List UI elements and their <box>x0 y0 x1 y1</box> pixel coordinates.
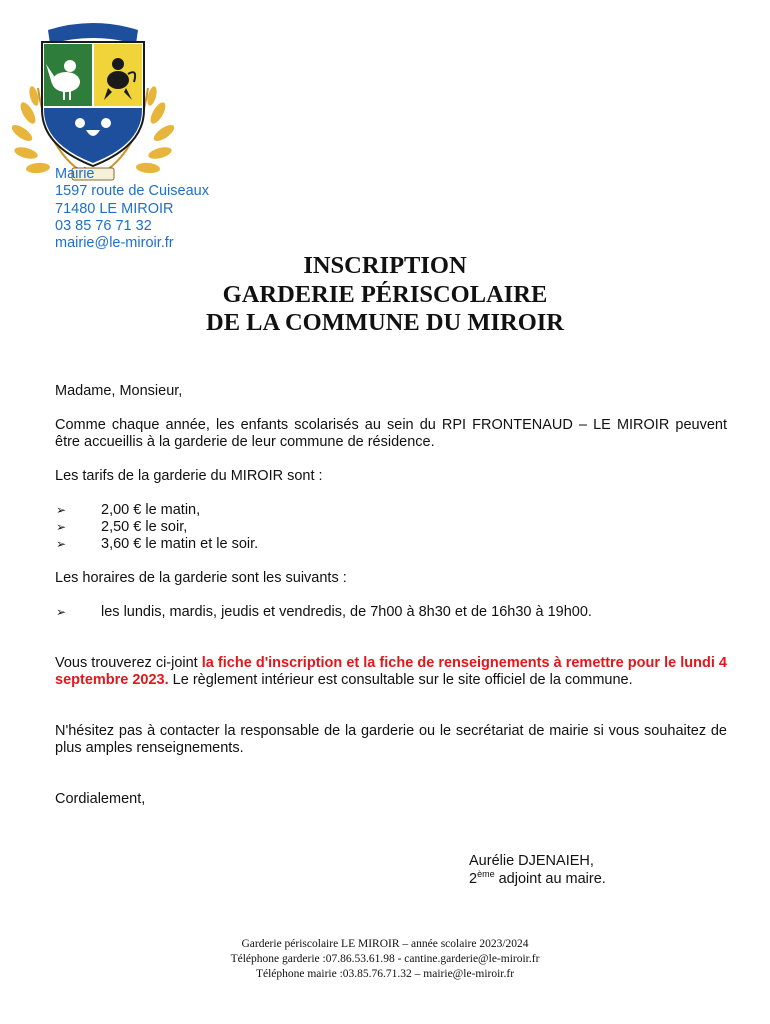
tarif-item <box>55 519 727 536</box>
greeting: Madame, Monsieur, <box>55 383 183 399</box>
letter-body <box>55 383 727 808</box>
closing: Cordialement, <box>55 791 146 807</box>
notice-highlight: la fiche d'inscription et la fiche de renseignements à remettre pour le lundi 4 septembre 2023. <box>55 655 727 688</box>
footer-line-2: Téléphone garderie :07.86.53.61.98 - cantine.garderie@le-miroir.fr <box>230 953 540 965</box>
intro-paragraph: Comme chaque année, les enfants scolarisés au sein du RPI FRONTENAUD – LE MIROIR peuvent être accueillis à la garderie de leur commune de résidence. <box>55 417 727 450</box>
document-title <box>0 252 770 338</box>
signature-block <box>469 853 606 888</box>
contact-email[interactable]: mairie@le-miroir.fr <box>55 235 174 252</box>
contact-city: 71480 LE MIROIR <box>55 200 174 217</box>
coat-of-arms-logo <box>8 18 178 186</box>
title-line-2: GARDERIE PÉRISCOLAIRE <box>222 280 548 308</box>
notice-prefix: Vous trouverez ci-joint <box>55 655 202 671</box>
horaire-item <box>55 604 727 621</box>
role-text: adjoint au maire. <box>494 870 606 887</box>
contact-address: 1597 route de Cuiseaux <box>55 183 209 200</box>
arrow-bullet-icon: ➢ <box>56 503 67 517</box>
title-line-3: DE LA COMMUNE DU MIROIR <box>206 309 564 336</box>
contact-phone: 03 85 76 71 32 <box>55 217 152 234</box>
tarifs-heading: Les tarifs de la garderie du MIROIR sont : <box>55 468 323 484</box>
tarif-text: 2,00 € le matin, <box>101 502 201 518</box>
banner-ribbon-icon <box>48 23 138 44</box>
horaires-heading: Les horaires de la garderie sont les suivants : <box>55 570 347 586</box>
tarif-item <box>55 536 727 553</box>
footer-line-3: Téléphone mairie :03.85.76.71.32 – mairie@le-miroir.fr <box>255 968 515 980</box>
arrow-bullet-icon: ➢ <box>56 520 67 534</box>
arrow-bullet-icon: ➢ <box>56 537 67 551</box>
title-line-1: INSCRIPTION <box>303 252 467 279</box>
contact-note-paragraph: N'hésitez pas à contacter la responsable de la garderie ou le secrétariat de mairie si vous souhaitez de plus amples renseignements. <box>55 723 727 756</box>
notice-suffix: Le règlement intérieur est consultable sur le site officiel de la commune. <box>168 672 633 688</box>
ordinal-number: 2 <box>469 870 478 887</box>
footer-line-1: Garderie périscolaire LE MIROIR – année scolaire 2023/2024 <box>241 938 529 950</box>
horaire-text: les lundis, mardis, jeudis et vendredis, de 7h00 à 8h30 et de 16h30 à 19h00. <box>101 604 592 620</box>
page-footer <box>0 937 770 982</box>
ordinal-suffix: ème <box>477 868 495 879</box>
notice-paragraph <box>55 655 727 689</box>
arrow-bullet-icon: ➢ <box>56 605 67 619</box>
signatory-name: Aurélie DJENAIEH, <box>469 853 594 869</box>
mairie-contact-block <box>55 166 209 252</box>
contact-name: Mairie <box>55 166 95 182</box>
tarif-text: 3,60 € le matin et le soir. <box>101 536 259 552</box>
signatory-role <box>469 868 606 889</box>
tarif-text: 2,50 € le soir, <box>101 519 188 535</box>
tarif-item <box>55 502 727 519</box>
